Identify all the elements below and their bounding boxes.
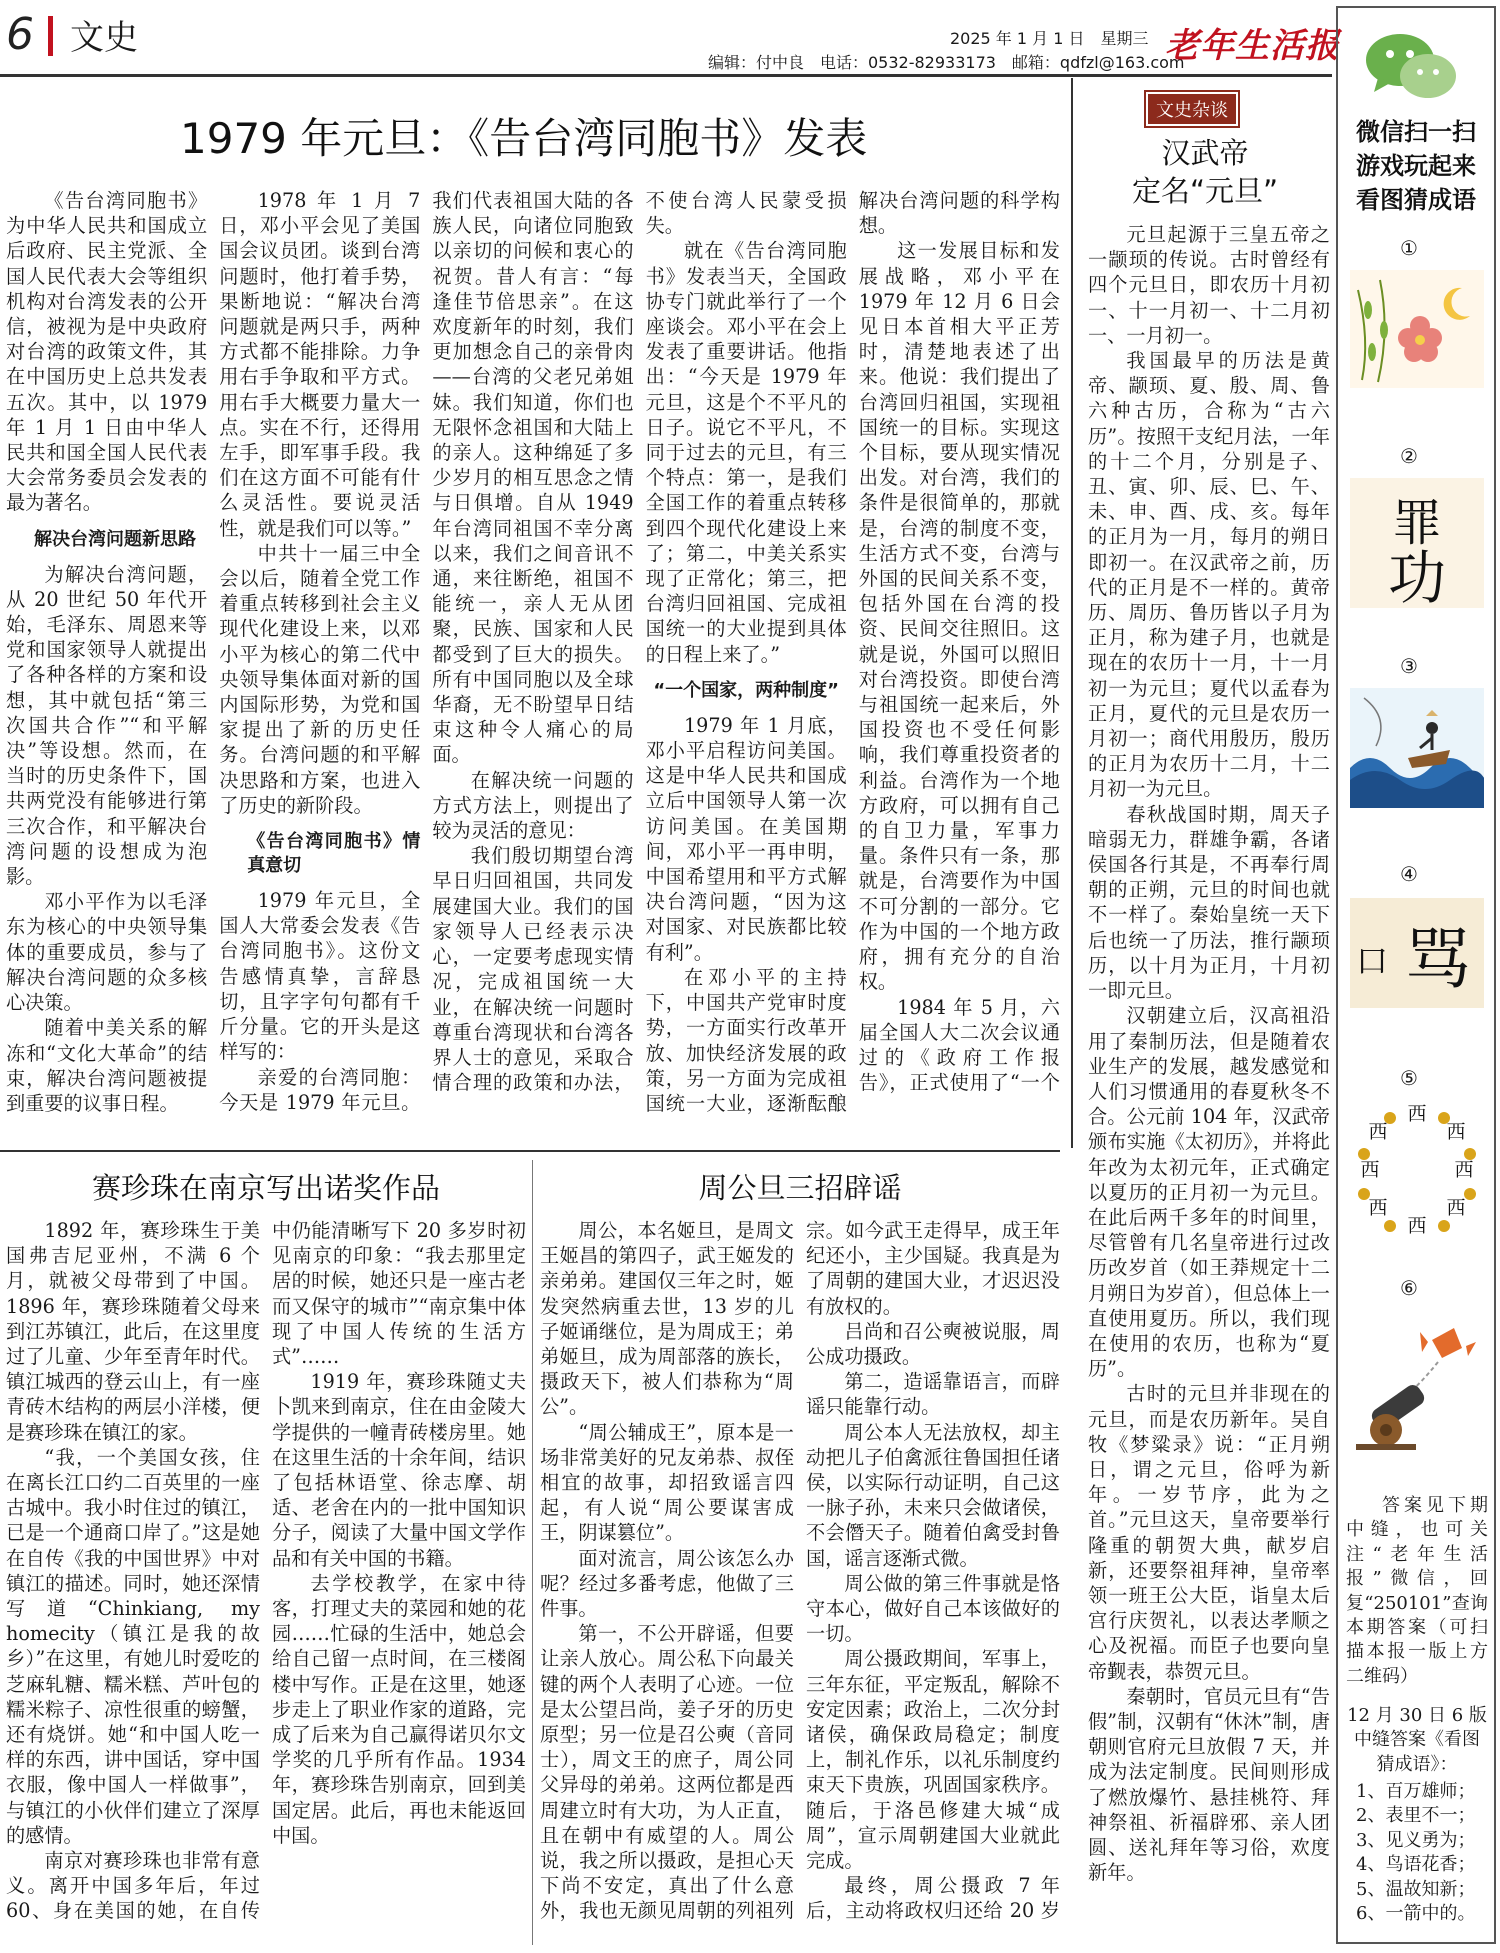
article3-title: 周公旦三招辟谣 xyxy=(698,1171,902,1205)
section-rule xyxy=(0,1150,1060,1152)
puzzle-3-image xyxy=(1350,688,1484,808)
game-line1: 微信扫一扫 xyxy=(1356,118,1476,146)
svg-text:西: 西 xyxy=(1407,1215,1427,1237)
article1-paragraph: 1979 年 1 月底，邓小平启程访问美国。这是中华人民共和国成立后中国领导人第一次访问美国。在美国期间，邓小平一再申明，中国希望用和平方式解决台湾问题，“因为这对国家、对民族都比较有利”。 xyxy=(645,713,847,964)
section-name: 文史 xyxy=(70,18,138,58)
article1-paragraph: 中共十一届三中全会以后，随着全党工作着重点转移到社会主义现代化建设上来，以邓小平为核心的第二代中央领导集体面对新的国内国际形势，为党和国家提出了新的历史任务。台湾问题的和平解决思路和方案，也进入了历史的新阶段。 xyxy=(219,541,421,817)
article1-paragraph: 这一发展目标和发展战略，邓小平在 1979 年 12 月 6 日会见日本首相大平正芳时，清楚地表述了出来。他说：我们提出了台湾回归祖国，实现祖国统一的目标。实现这个目标，要从现实情况出发。对台湾，我们的条件是很简单的，那就是，台湾的制度不变，生活方式不变，台湾与外国的民间关系不变，包括外国在台湾的投资、民间交往照旧。这就是说，外国可以照旧对台湾投资。即使台湾与祖国统一起来后，外国投资也不受任何影响，我们尊重投资者的利益。台湾作为一个地方政府，可以拥有自己的自卫力量，军事力量。条件只有一条，那就是，台湾要作为中国不可分割的一部分。它作为中国的一个地方政府，拥有充分的自治权。 xyxy=(858,239,1060,994)
article1-paragraph: 1984 年 5 月，六届全国人大二次会议通过的《政府工作报告》，正式使用了“一个 xyxy=(858,995,1060,1095)
answer-note: 答案见下期中缝，也可关注“老年生活报”微信，回复“250101”查询本期答案（可扫描本报一版上方二维码） xyxy=(1346,1495,1488,1687)
game-line2: 游戏玩起来 xyxy=(1356,152,1476,180)
puzzle-number-2: ② xyxy=(1400,444,1418,468)
editor-line: 编辑：付中良 电话：0532-82933173 邮箱：qdfzl@163.com xyxy=(708,53,1185,72)
masthead-logo: 老年生活报 xyxy=(1165,26,1340,66)
article2-paragraph: “我，一个美国女孩，住在离长江口约二百英里的一座古城中。我小时住过的镇江，已是一个通商口岸了。”这是她在自传《我的中国世界》中对镇江的描述。同时，她还深情写道“Chinkiang, my homecity（镇江是我的故乡）”在这里，有她儿时爱吃的芝麻轧糖、糯米糕、芦叶包的糯米粽子、凉性很重的螃蟹，还有烧饼。她“和中国人吃一样的东西，讲中国话，穿中国衣服，像中国人一样做事”，与镇江的小伙伴们建立了深厚的感情。 xyxy=(6,1445,260,1847)
svg-text:功: 功 xyxy=(1387,544,1447,608)
puzzle-number-6: ⑥ xyxy=(1400,1276,1418,1300)
prev-answers-list xyxy=(1356,1780,1492,1926)
svg-text:西: 西 xyxy=(1368,1121,1388,1143)
header-rule xyxy=(0,74,1332,77)
wechat-icon xyxy=(1364,30,1464,106)
page-number-bar xyxy=(48,16,53,56)
puzzle-5-image xyxy=(1350,1098,1484,1238)
issue-date: 2025 年 1 月 1 日 星期三 xyxy=(950,29,1149,48)
puzzle-1-image xyxy=(1350,270,1484,388)
sidebar-divider xyxy=(1071,78,1073,1148)
article2-paragraph: 去学校教学，在家中待客，打理丈夫的菜园和她的花园……忙碌的生活中，她总会给自己留一点时间，在三楼阁楼中写作。正是在这里，她逐步走上了职业作家的道路，完成了后来为自己赢得诺贝尔文学奖的几乎所有作品。1934 年，赛珍珠告别南京，回到美国定居。此后，再也未能返回中国。 xyxy=(272,1571,526,1847)
article1-paragraph: 就在《告台湾同胞书》发表当天，全国政协专门就此举行了一个座谈会。邓小平在会上发表了重要讲话。他指出：“今天是 1979 年元旦，这是个不平凡的日子。说它不平凡，不同于过去的元旦，有三个特点：第一，是我们全国工作的着重点转移到四个现代化建设上来了；第二，中美关系实现了正常化；第三，把台湾归回祖国、完成祖国统一的大业提到具体的日程上来了。” xyxy=(645,239,847,666)
sidebar-paragraph: 春秋战国时期，周天子暗弱无力，群雄争霸，各诸侯国各行其是，不再奉行周朝的正朔，元旦的时间也就不一样了。秦始皇统一天下后也统一了历法，推行颛顼历，以十月为正月，十月初一即元旦。 xyxy=(1088,802,1330,1003)
sidebar-paragraph: 秦朝时，官员元旦有“告假”制，汉朝有“休沐”制，唐朝则官府元旦放假 7 天，并成为法定制度。民间则形成了燃放爆竹、悬挂桃符、拜神祭祖、祈福辟邪、亲人团圆、送礼拜年等习俗，欢度新年。 xyxy=(1088,1684,1330,1885)
article-divider xyxy=(532,1160,533,1945)
puzzle-number-1: ① xyxy=(1400,236,1418,260)
sidebar-tag: 文史杂谈 xyxy=(1146,92,1238,126)
article1-paragraph: 《告台湾同胞书》为中华人民共和国成立后政府、民主党派、全国人民代表大会等组织机构对台湾发表的公开信，被视为是中央政府对台湾的政策文件，其在中国历史上总共发表五次。其中，以 1979 年 1 月 1 日由中华人民共和国全国人民代表大会常务委员会发表的最为著名。 xyxy=(6,189,208,515)
puzzle-4-image xyxy=(1350,898,1484,1008)
article3-paragraph: 吕尚和召公奭被说服，周公成功摄政。 xyxy=(806,1319,1060,1369)
svg-text:西: 西 xyxy=(1368,1197,1388,1219)
article3-paragraph: 面对流言，周公该怎么办呢？经过多番考虑，他做了三件事。 xyxy=(540,1546,794,1621)
article2-paragraph: 南京对赛珍珠也非常有意义。离开中国多年后，年过 60、身在美国的她，在自传中仍能清晰写下 20 多岁时初见南京的印象：“我去那里定居的时候，她还只是一座古老而又保守的城市”“南京集中体现了中国人传统的生活方式”…… xyxy=(6,1219,526,1923)
svg-text:骂: 骂 xyxy=(1405,921,1471,998)
article1-title: 1979 年元旦：《告台湾同胞书》发表 xyxy=(180,114,868,163)
article2-body xyxy=(6,1218,526,1946)
svg-text:西: 西 xyxy=(1454,1159,1474,1181)
svg-text:西: 西 xyxy=(1446,1121,1466,1143)
prev-answers-title: 12 月 30 日 6 版中缝答案《看图猜成语》： xyxy=(1347,1705,1487,1775)
article3-paragraph: 最终，周公摄政 7 年后，主动将政权归还给 20 岁 xyxy=(806,1874,1060,1923)
article2-title: 赛珍珠在南京写出诺奖作品 xyxy=(91,1171,440,1205)
article1-paragraph: 随着中美关系的解冻和“文化大革命”的结束，解决台湾问题被提到重要的议事日程。 xyxy=(6,1016,208,1115)
article1-paragraph: 亲爱的台湾同胞：今天是 1979 年元旦。我们代表祖国大陆的各族人民，向诸位同胞致以亲切的问候和衷心的祝贺。昔人有言：“每逢佳节倍思亲”。在这欢度新年的时刻，我们更加想念自己的亲骨肉——台湾的父老兄弟姐妹。我们知道，你们也无限怀念祖国和大陆上的亲人。这种绵延了多少岁月的相互思念之情与日俱增。自从 1949 年台湾同祖国不幸分离以来，我们之间音讯不通，来往断绝，祖国不能统一，亲人无从团聚，民族、国家和人民都受到了巨大的损失。所有中国同胞以及全球华裔，无不盼望早日结束这种令人痛心的局面。 xyxy=(219,189,634,1114)
svg-text:罪: 罪 xyxy=(1392,494,1442,552)
prev-answer-item: 1、百万雄师； xyxy=(1356,1781,1476,1802)
article1-paragraph: 在邓小平的主持下，中国共产党审时度势，一方面实行改革开放、加快经济发展的政策，另一方面为完成祖国统一大业，逐渐酝酿解决台湾问题的科学构想。 xyxy=(645,189,1060,1115)
article1-paragraph: 在解决统一问题的方式方法上，则提出了较为灵活的意见： xyxy=(432,768,634,843)
article3-paragraph: 周公，本名姬旦，是周文王姬昌的第四子，武王姬发的亲弟弟。建国仅三年之时，姬发突然病重去世，13 岁的儿子姬诵继位，是为周成王；弟弟姬旦，成为周部落的族长，摄政天下，被人们恭称为“周公”。 xyxy=(540,1219,794,1419)
article2-paragraph: 1919 年，赛珍珠随丈夫卜凯来到南京，住在由金陵大学提供的一幢青砖楼房里。她在这里生活的十余年间，结识了包括林语堂、徐志摩、胡适、老舍在内的一批中国知识分子，阅读了大量中国文学作品和有关中国的书籍。 xyxy=(272,1370,526,1570)
article1-body xyxy=(6,188,1060,1138)
article3-paragraph: 周公做的第三件事就是恪守本心，做好自己本该做好的一切。 xyxy=(806,1571,1060,1646)
svg-text:西: 西 xyxy=(1360,1159,1380,1181)
article3-paragraph: 第二，造谣靠语言，而辟谣只能靠行动。 xyxy=(806,1370,1060,1419)
article1-subheading: 解决台湾问题新思路 xyxy=(34,528,196,550)
sidebar-paragraph: 元旦起源于三皇五帝之一颛顼的传说。古时曾经有四个元旦日，即农历十月初一、十一月初一、十二月初一、一月初一。 xyxy=(1088,223,1330,347)
article1-subheading: “一个国家，两种制度” xyxy=(653,679,839,701)
puzzle-number-4: ④ xyxy=(1400,862,1418,886)
prev-answer-item: 5、温故知新； xyxy=(1356,1878,1476,1900)
sidebar-paragraph: 汉朝建立后，汉高祖沿用了秦制历法，但是随着农业生产的发展，越发感觉和人们习惯通用的春夏秋冬不合。公元前 104 年，汉武帝颁布实施《太初历》，并将此年改为太初元年，正式确定以夏历的正月初一为元旦。在此后两千多年的时间里，尽管曾有几名皇帝进行过改历改岁首（如王莽规定十二月朔日为岁首），但总体上一直使用夏历。所以，我们现在使用的农历，也称为“夏历”。 xyxy=(1088,1004,1330,1381)
sidebar-paragraph: 古时的元旦并非现在的元旦，而是农历新年。吴自牧《梦粱录》说：“正月朔日，谓之元旦，俗呼为新年。一岁节序，此为之首。”元旦这天，皇帝要举行隆重的朝贺大典，献岁启新，还要祭祖拜神，皇帝率领一班王公大臣，诣皇太后宫行庆贺礼，以表达孝顺之心及祝福。而臣子也要向皇帝觐表，恭贺元旦。 xyxy=(1088,1382,1330,1683)
puzzle-number-3: ③ xyxy=(1400,654,1418,678)
prev-answer-item: 2、表里不一； xyxy=(1356,1805,1476,1827)
sidebar-paragraph: 我国最早的历法是黄帝、颛顼、夏、殷、周、鲁六种古历，合称为“古六历”。按照干支纪月法，一年的十二个月，分别是子、丑、寅、卯、辰、巳、午、未、申、酉、戌、亥。每年的正月为一月，每月的朔日即初一。在汉武帝之前，历代的正月是不一样的。黄帝历、周历、鲁历皆以子月为正月，称为建子月，也就是现在的农历十一月，十一月初一为元旦；夏代以孟春为正月，夏代的元旦是农历一月初一；商代用殷历，殷历的正月为农历十二月，十二月初一为元旦。 xyxy=(1088,349,1330,801)
svg-text:西: 西 xyxy=(1446,1197,1466,1219)
svg-text:口: 口 xyxy=(1355,942,1389,980)
puzzle-number-5: ⑤ xyxy=(1400,1066,1418,1090)
article3-body xyxy=(540,1218,1060,1946)
sidebar-body xyxy=(1088,222,1330,1947)
prev-answer-item: 3、见义勇为； xyxy=(1356,1829,1476,1851)
article1-paragraph: 为解决台湾问题，从 20 世纪 50 年代开始，毛泽东、周恩来等党和国家领导人就提出了各种各样的方案和设想，其中就包括“第三次国共合作”“和平解决”等设想。然而，在当时的历史条件下，国共两党没有能够进行第三次合作，和平解决台湾问题的设想成为泡影。 xyxy=(6,562,208,889)
puzzle-2-image xyxy=(1350,478,1484,608)
page-number: 6 xyxy=(6,9,34,60)
article3-paragraph: 周公本人无法放权，却主动把儿子伯禽派往鲁国担任诸侯，以实际行动证明，自己这一脉子孙，未来只会做诸侯，不会僭天子。随着伯禽受封鲁国，谣言逐渐式微。 xyxy=(806,1420,1060,1570)
puzzle-6-image xyxy=(1350,1312,1484,1462)
article1-subheading: 《告台湾同胞书》情真意切 xyxy=(247,831,421,877)
prev-answer-item: 6、一箭中的。 xyxy=(1356,1903,1476,1925)
article3-paragraph: 第一，不公开辟谣，但要让亲人放心。周公私下向最关键的两个人表明了心迹。一位是太公望吕尚，姜子牙的历史原型；另一位是召公奭（音同士），周文王的庶子，周公同父异母的弟弟。这两位都是西周建立时有大功，为人正直，且在朝中有威望的人。周公说，我之所以摄政，是担心天下尚不安定，真出了什么意外，我也无颜见周朝的列祖列宗。如今武王走得早，成王年纪还小，主少国疑。我真是为了周朝的建国大业，才迟迟没有放权的。 xyxy=(540,1219,1060,1923)
article2-paragraph: 1892 年，赛珍珠生于美国弗吉尼亚州，不满 6 个月，就被父母带到了中国。1896 年，赛珍珠随着父母来到江苏镇江，此后，在这里度过了儿童、少年至青年时代。镇江城西的登云山上，有一座青砖木结构的两层小洋楼，便是赛珍珠在镇江的家。 xyxy=(6,1219,260,1444)
game-line3: 看图猜成语 xyxy=(1356,186,1476,214)
article3-paragraph: “周公辅成王”，原本是一场非常美好的兄友弟恭、叔侄相宜的故事，却招致谣言四起，有人说“周公要谋害成王，阴谋篡位”。 xyxy=(540,1420,794,1545)
sidebar-title-1: 汉武帝 xyxy=(1161,136,1249,170)
svg-text:西: 西 xyxy=(1407,1103,1427,1125)
article3-paragraph: 周公摄政期间，军事上，三年东征，平定叛乱，解除不安定因素；政治上，二次分封诸侯，确保政局稳定；制度上，制礼作乐，以礼乐制度约束天下贵族，巩固国家秩序。随后，于洛邑修建大城“成周”，宣示周朝建国大业就此完成。 xyxy=(806,1647,1060,1873)
article1-paragraph: 我们殷切期望台湾早日归回祖国，共同发展建国大业。我们的国家领导人已经表示决心，一定要考虑现实情况，完成祖国统一大业，在解决统一问题时尊重台湾现状和台湾各界人士的意见，采取合情合理的政策和办法，不使台湾人民蒙受损失。 xyxy=(432,189,847,1095)
prev-answer-item: 4、鸟语花香； xyxy=(1356,1854,1476,1876)
sidebar-title-2: 定名“元旦” xyxy=(1131,174,1279,208)
article1-paragraph: 邓小平作为以毛泽东为核心的中央领导集体的重要成员，参与了解决台湾问题的众多核心决策。 xyxy=(6,890,208,1015)
article1-paragraph: 1979 年元旦，全国人大常委会发表《告台湾同胞书》。这份文告感情真挚，言辞恳切，且字字句句都有千斤分量。它的开头是这样写的： xyxy=(219,889,421,1064)
article1-paragraph: 1978 年 1 月 7 日，邓小平会见了美国国会议员团。谈到台湾问题时，他打着手势，果断地说：“解决台湾问题就是两只手，两种方式都不能排除。力争用右手争取和平方式。用右手大概要力量大一点。实在不行，还得用左手，即军事手段。我们在这方面不可能有什么灵活性。要说灵活性，就是我们可以等。” xyxy=(219,189,421,540)
